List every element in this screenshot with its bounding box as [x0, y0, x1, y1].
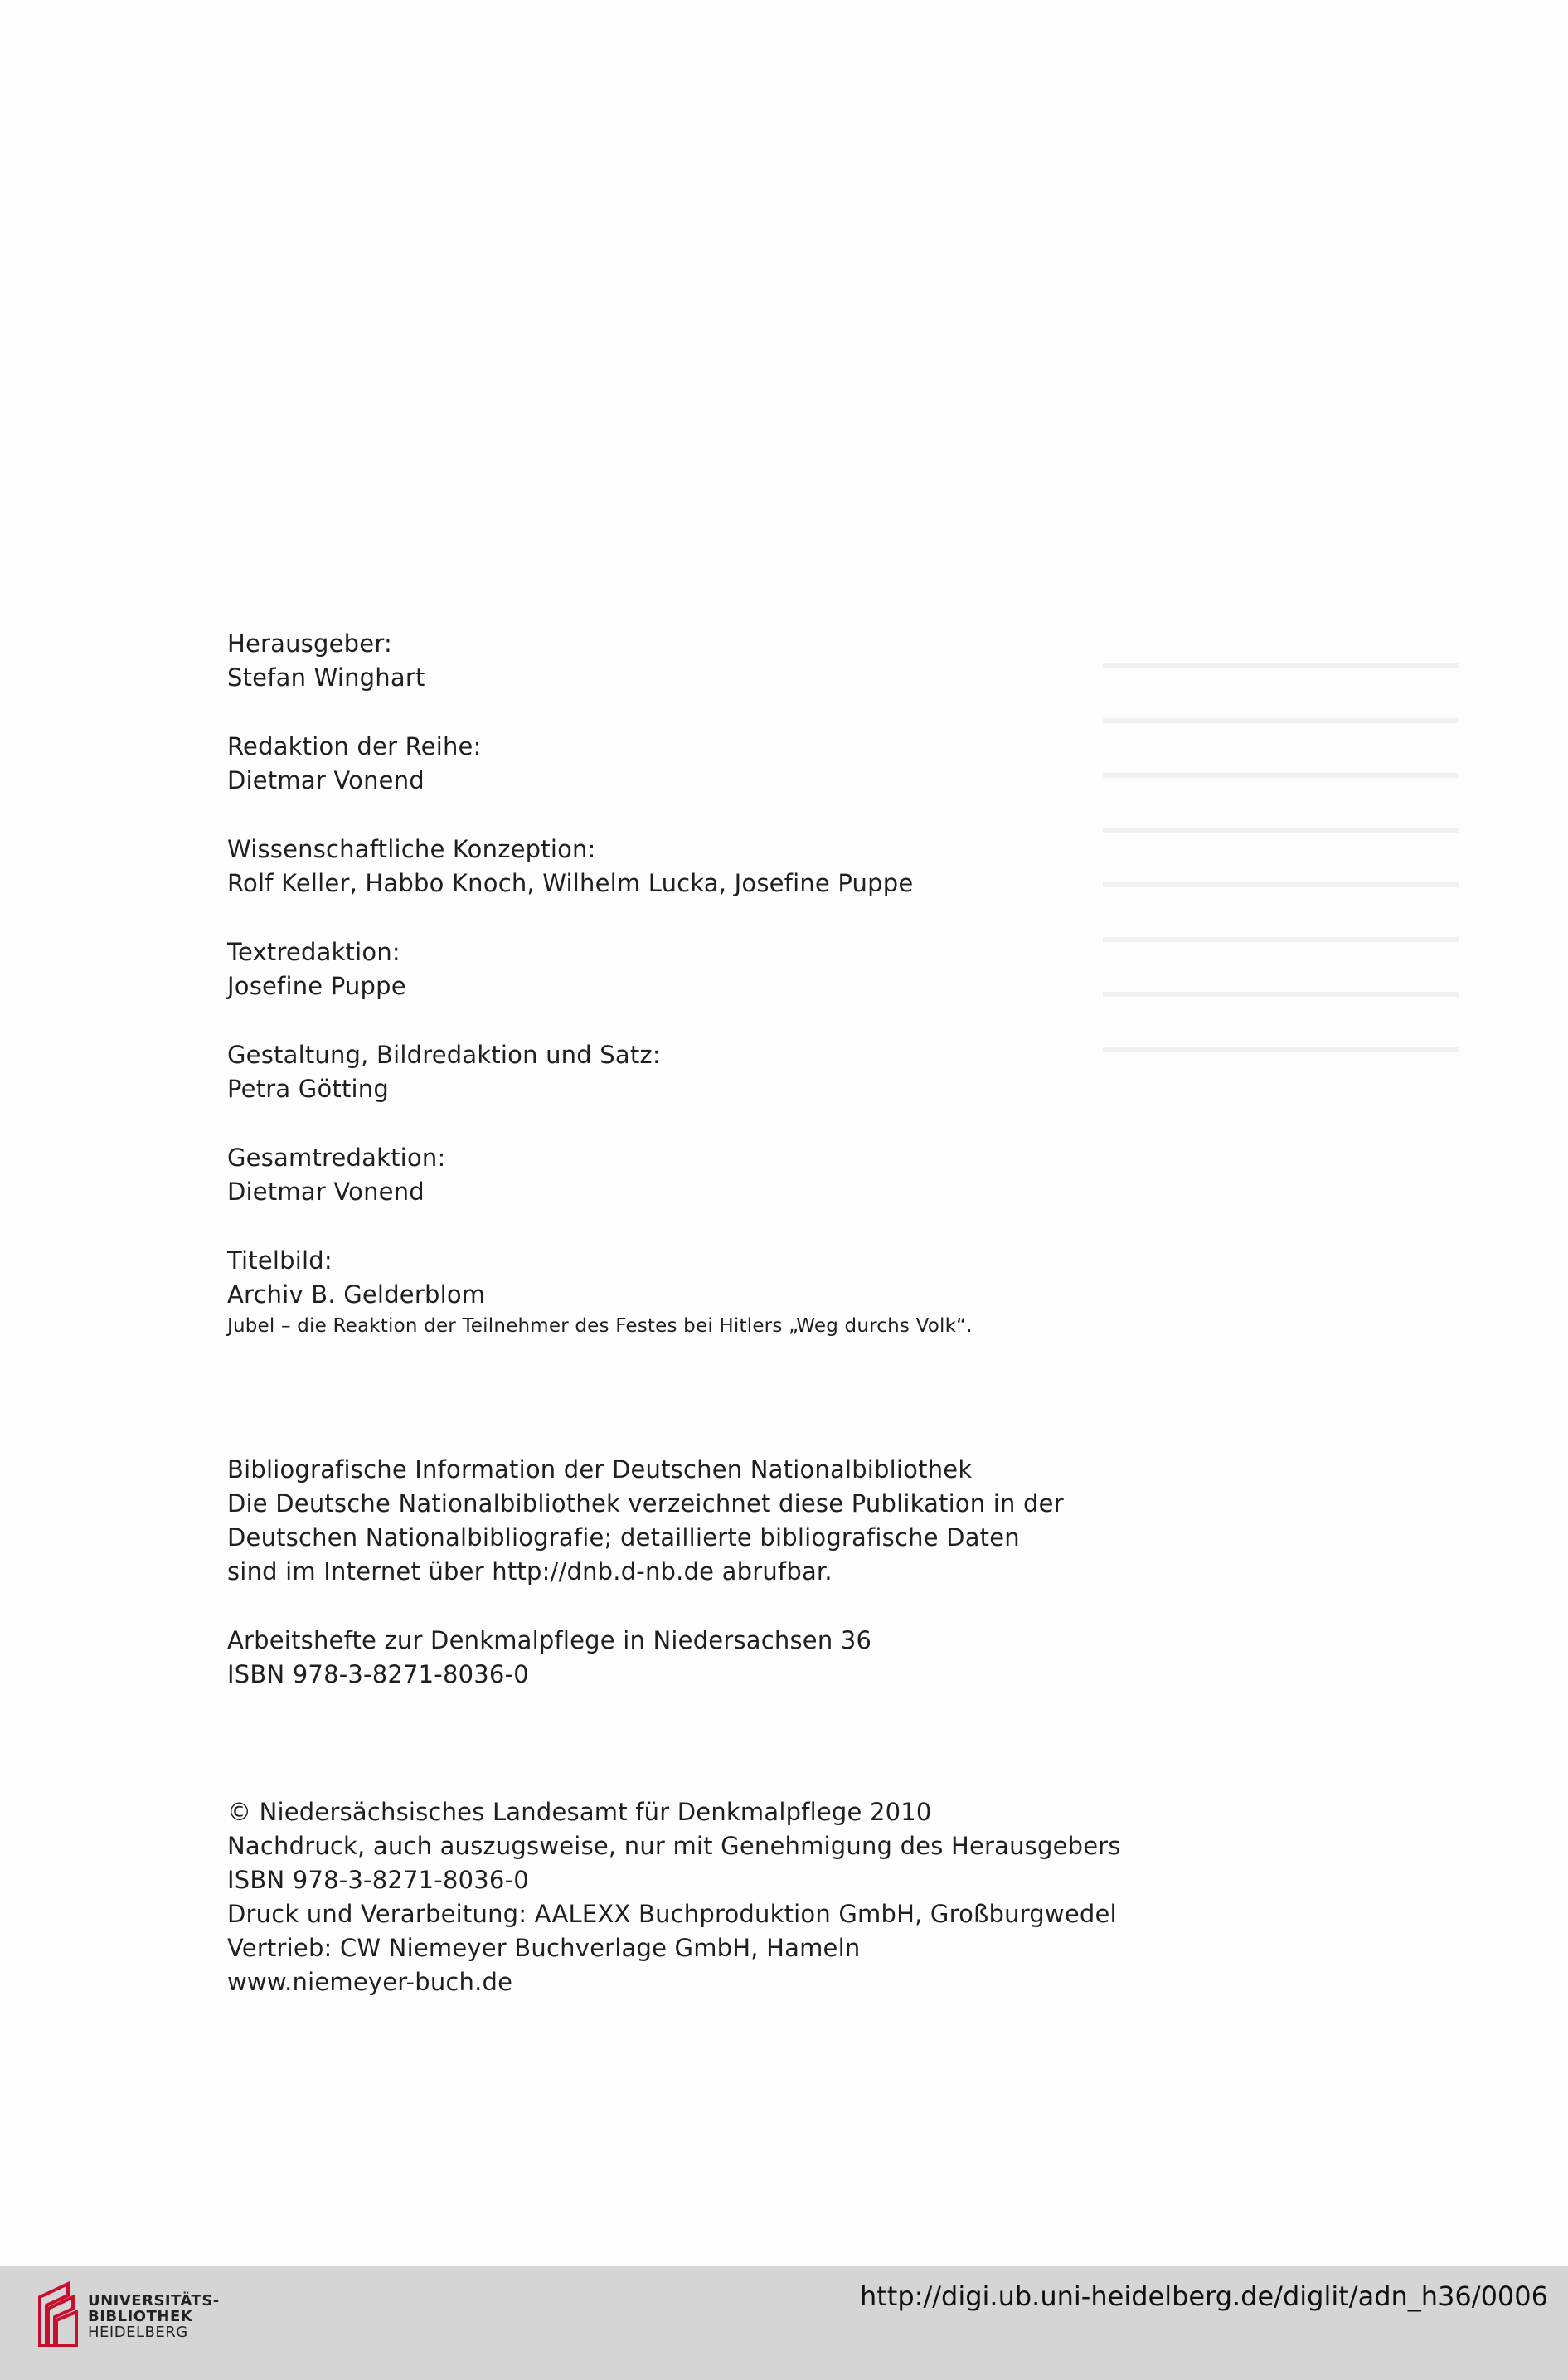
library-name [88, 2293, 220, 2340]
library-name-line: BIBLIOTHEK [88, 2308, 193, 2325]
credit-label: Herausgeber: [227, 629, 392, 658]
credit-value: Dietmar Vonend [227, 1178, 425, 1206]
bibliographic-info [227, 1453, 1064, 1589]
credit-publisher [227, 627, 425, 695]
credit-text-editing [227, 935, 406, 1003]
university-library-logo-icon [35, 2280, 78, 2348]
permalink-url[interactable]: http://digi.ub.uni-heidelberg.de/diglit/adn_h36/0006 [859, 2280, 1548, 2312]
credit-label: Gestaltung, Bildredaktion und Satz: [227, 1041, 661, 1069]
credit-series-editor [227, 730, 482, 798]
library-name-line: HEIDELBERG [88, 2324, 188, 2341]
credit-label: Redaktion der Reihe: [227, 732, 482, 760]
credit-value: Petra Götting [227, 1075, 389, 1103]
bibliography-line: Die Deutsche Nationalbibliothek verzeichnet diese Publikation in der [227, 1489, 1064, 1518]
printer: Druck und Verarbeitung: AALEXX Buchproduktion GmbH, Großburgwedel [227, 1900, 1117, 1928]
credit-value: Rolf Keller, Habbo Knoch, Wilhelm Lucka, Josefine Puppe [227, 869, 914, 897]
credit-cover-image [227, 1244, 973, 1340]
credit-label: Titelbild: [227, 1246, 333, 1275]
series-info [227, 1624, 871, 1692]
credit-value: Dietmar Vonend [227, 766, 425, 794]
credit-value: Josefine Puppe [227, 972, 406, 1000]
series-title: Arbeitshefte zur Denkmalpflege in Niedersachsen 36 [227, 1626, 872, 1654]
credit-value: Stefan Winghart [227, 663, 425, 692]
credit-scientific-concept [227, 833, 913, 901]
credit-design [227, 1038, 661, 1106]
cover-caption: Jubel – die Reaktion der Teilnehmer des Festes bei Hitlers „Weg durchs Volk“. [227, 1315, 973, 1337]
isbn: ISBN 978-3-8271-8036-0 [227, 1866, 529, 1894]
copyright-line: © Niedersächsisches Landesamt für Denkmalpflege 2010 [227, 1798, 932, 1826]
credit-label: Textredaktion: [227, 938, 400, 966]
bibliography-line: Bibliografische Information der Deutschen Nationalbibliothek [227, 1455, 973, 1484]
credit-label: Wissenschaftliche Konzeption: [227, 835, 596, 863]
credit-overall-editing [227, 1141, 445, 1209]
reprint-notice: Nachdruck, auch auszugsweise, nur mit Genehmigung des Herausgebers [227, 1832, 1121, 1860]
isbn: ISBN 978-3-8271-8036-0 [227, 1660, 529, 1688]
distributor: Vertrieb: CW Niemeyer Buchverlage GmbH, Hameln [227, 1934, 861, 1962]
credit-label: Gesamtredaktion: [227, 1144, 446, 1172]
show-through-lines [1103, 663, 1459, 1101]
bibliography-line: sind im Internet über http://dnb.d-nb.de abrufbar. [227, 1557, 833, 1586]
imprint [227, 1795, 1121, 1999]
website-link[interactable]: www.niemeyer-buch.de [227, 1968, 513, 1996]
credit-value: Archiv B. Gelderblom [227, 1280, 486, 1309]
bibliography-line: Deutschen Nationalbibliografie; detaillierte bibliografische Daten [227, 1523, 1020, 1552]
library-name-line: UNIVERSITÄTS- [88, 2292, 220, 2310]
